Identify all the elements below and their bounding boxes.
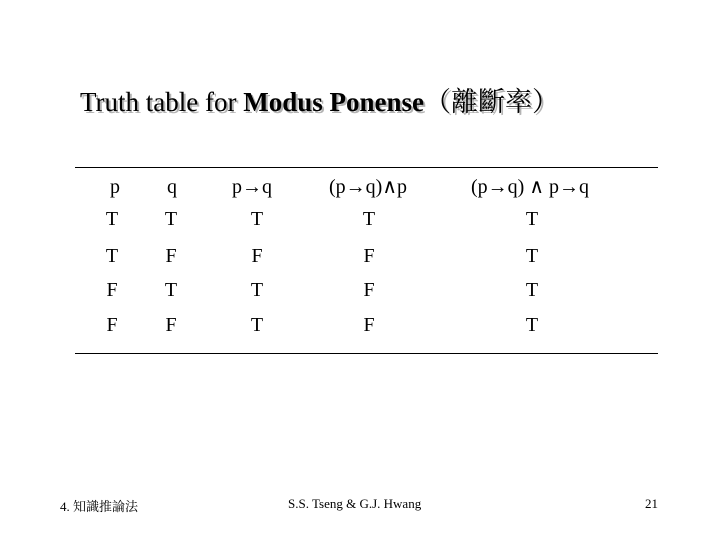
table-cell: F bbox=[251, 245, 263, 267]
table-cell: T bbox=[105, 245, 119, 267]
title-suffix: （離斷率） bbox=[424, 87, 560, 117]
table-cell: T bbox=[525, 245, 539, 267]
table-cell: F bbox=[363, 245, 375, 267]
table-cell: T bbox=[250, 208, 264, 230]
table-bottom-rule bbox=[75, 353, 658, 354]
header-q: q bbox=[167, 176, 177, 198]
table-cell: F bbox=[165, 314, 177, 336]
table-cell: F bbox=[106, 279, 118, 301]
table-cell: F bbox=[106, 314, 118, 336]
table-cell: T bbox=[164, 279, 178, 301]
title-prefix: Truth table for bbox=[80, 87, 244, 117]
header-conjunction: (p→q)∧p bbox=[329, 176, 407, 198]
table-cell: T bbox=[362, 208, 376, 230]
table-cell: T bbox=[525, 208, 539, 230]
header-p-implies-q: p→q bbox=[232, 176, 272, 198]
page-number: 21 bbox=[645, 496, 658, 511]
header-p: p bbox=[110, 176, 120, 198]
table-cell: T bbox=[250, 314, 264, 336]
table-cell: T bbox=[164, 208, 178, 230]
table-cell: T bbox=[250, 279, 264, 301]
table-cell: T bbox=[525, 279, 539, 301]
table-cell: T bbox=[105, 208, 119, 230]
header-modus-ponens: (p→q) ∧ p→q bbox=[471, 176, 589, 198]
table-cell: F bbox=[165, 245, 177, 267]
footer-chapter: 4. 知識推論法 bbox=[60, 499, 139, 514]
table-top-rule bbox=[75, 167, 658, 168]
slide-title bbox=[80, 80, 680, 119]
table-cell: F bbox=[363, 279, 375, 301]
footer-authors: S.S. Tseng & G.J. Hwang bbox=[288, 496, 422, 511]
table-cell: T bbox=[525, 314, 539, 336]
table-cell: F bbox=[363, 314, 375, 336]
title-bold: Modus Ponense bbox=[243, 87, 425, 117]
